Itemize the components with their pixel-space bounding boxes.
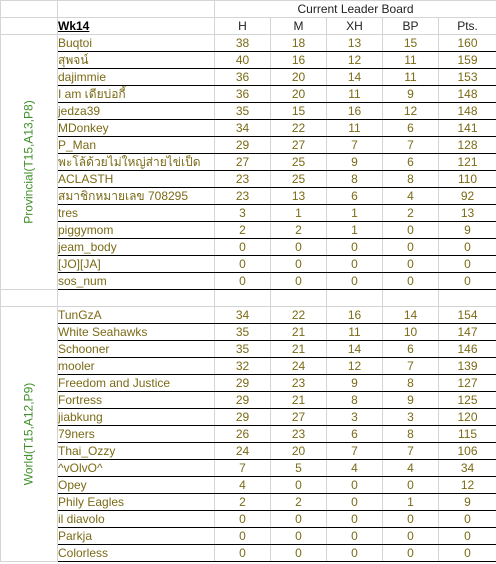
player-row [1, 171, 496, 188]
score-cell-m[interactable]: 2 [271, 222, 327, 239]
score-cell-m[interactable]: 22 [271, 307, 327, 324]
score-cell-xh[interactable]: 8 [327, 392, 383, 409]
player-row [1, 256, 496, 273]
score-cell-bp[interactable]: 11 [383, 52, 439, 69]
score-cell-xh[interactable]: 7 [327, 443, 383, 460]
player-row [1, 443, 496, 460]
score-cell-bp[interactable]: 7 [383, 443, 439, 460]
score-cell-bp[interactable]: 0 [383, 273, 439, 290]
cell-blank[interactable] [1, 1, 58, 18]
player-name-cell[interactable]: mooler [58, 358, 215, 375]
score-cell-h[interactable]: 7 [215, 460, 271, 477]
world-section-label: World(T15,A12,P9) [21, 382, 36, 486]
score-cell-pts[interactable]: 0 [439, 545, 496, 562]
score-cell-h[interactable]: 36 [215, 86, 271, 103]
score-cell-m[interactable]: 25 [271, 154, 327, 171]
score-cell-xh[interactable]: 16 [327, 307, 383, 324]
player-row [1, 375, 496, 392]
player-row [1, 239, 496, 256]
cell-blank[interactable] [1, 18, 58, 35]
score-cell-h[interactable]: 29 [215, 137, 271, 154]
player-row [1, 52, 496, 69]
player-row [1, 188, 496, 205]
score-cell-bp[interactable]: 4 [383, 460, 439, 477]
score-cell-h[interactable]: 35 [215, 103, 271, 120]
score-cell-xh[interactable]: 0 [327, 239, 383, 256]
score-cell-pts[interactable]: 0 [439, 256, 496, 273]
provincial-section-label: Provincial(T15,A13,P8) [21, 100, 36, 224]
score-cell-m[interactable]: 1 [271, 205, 327, 222]
score-cell-bp[interactable]: 0 [383, 256, 439, 273]
player-name-cell[interactable]: [JO][JA] [58, 256, 215, 273]
score-cell-h[interactable]: 0 [215, 256, 271, 273]
score-cell-h[interactable]: 0 [215, 511, 271, 528]
leaderboard-title: Current Leader Board [215, 1, 496, 18]
score-cell-xh[interactable]: 0 [327, 256, 383, 273]
player-name-cell[interactable]: dajimmie [58, 69, 215, 86]
score-cell-h[interactable]: 38 [215, 35, 271, 52]
score-cell-h[interactable]: 0 [215, 545, 271, 562]
score-cell-m[interactable]: 0 [271, 528, 327, 545]
score-cell-h[interactable]: 36 [215, 69, 271, 86]
score-cell-bp[interactable]: 0 [383, 528, 439, 545]
score-cell-pts[interactable]: 115 [439, 426, 496, 443]
score-cell-bp[interactable]: 0 [383, 545, 439, 562]
score-cell-m[interactable]: 16 [271, 52, 327, 69]
score-cell-h[interactable]: 27 [215, 154, 271, 171]
player-name-cell[interactable]: Thai_Ozzy [58, 443, 215, 460]
score-cell-xh[interactable]: 11 [327, 86, 383, 103]
score-cell-bp[interactable]: 14 [383, 307, 439, 324]
score-cell-m[interactable]: 15 [271, 103, 327, 120]
player-name-cell[interactable]: jedza39 [58, 103, 215, 120]
player-row [1, 35, 496, 52]
score-cell-xh[interactable]: 0 [327, 494, 383, 511]
score-cell-bp[interactable]: 1 [383, 494, 439, 511]
score-cell-xh[interactable]: 13 [327, 35, 383, 52]
score-cell-h[interactable]: 3 [215, 205, 271, 222]
player-row [1, 494, 496, 511]
score-cell-h[interactable]: 35 [215, 341, 271, 358]
player-name-cell[interactable]: ACLASTH [58, 171, 215, 188]
player-name-cell[interactable]: P_Man [58, 137, 215, 154]
player-row [1, 137, 496, 154]
score-cell-m[interactable]: 22 [271, 120, 327, 137]
player-row [1, 511, 496, 528]
title-row [1, 1, 496, 18]
score-cell-m[interactable]: 0 [271, 511, 327, 528]
score-cell-pts[interactable]: 9 [439, 222, 496, 239]
score-cell-h[interactable]: 34 [215, 120, 271, 137]
cell-blank[interactable] [215, 290, 271, 307]
score-cell-h[interactable]: 29 [215, 409, 271, 426]
player-name-cell[interactable]: ^vOlvO^ [58, 460, 215, 477]
score-cell-m[interactable]: 0 [271, 239, 327, 256]
score-cell-xh[interactable]: 16 [327, 103, 383, 120]
score-cell-m[interactable]: 24 [271, 358, 327, 375]
score-cell-bp[interactable]: 4 [383, 188, 439, 205]
player-name-cell[interactable]: I am เดียบ่อกี้ [58, 86, 215, 103]
player-row [1, 545, 496, 562]
player-row [1, 528, 496, 545]
player-row [1, 392, 496, 409]
score-cell-m[interactable]: 13 [271, 188, 327, 205]
score-cell-xh[interactable]: 14 [327, 69, 383, 86]
score-cell-pts[interactable]: 0 [439, 239, 496, 256]
score-cell-bp[interactable]: 10 [383, 324, 439, 341]
score-cell-m[interactable]: 25 [271, 171, 327, 188]
score-cell-pts[interactable]: 146 [439, 341, 496, 358]
player-name-cell[interactable]: Fortress [58, 392, 215, 409]
score-cell-bp[interactable]: 9 [383, 392, 439, 409]
score-cell-bp[interactable]: 12 [383, 103, 439, 120]
score-cell-pts[interactable]: 92 [439, 188, 496, 205]
score-cell-xh[interactable]: 14 [327, 341, 383, 358]
player-row [1, 103, 496, 120]
player-row [1, 154, 496, 171]
player-name-cell[interactable]: Colorless [58, 545, 215, 562]
score-cell-xh[interactable]: 0 [327, 545, 383, 562]
score-cell-m[interactable]: 20 [271, 69, 327, 86]
score-cell-pts[interactable]: 9 [439, 494, 496, 511]
score-cell-pts[interactable]: 120 [439, 409, 496, 426]
world-section-label-cell[interactable] [1, 307, 58, 562]
player-row [1, 324, 496, 341]
score-cell-h[interactable]: 29 [215, 375, 271, 392]
score-cell-h[interactable]: 24 [215, 443, 271, 460]
player-row [1, 205, 496, 222]
player-name-cell[interactable]: พะโล้ด้วยไม่ใหญ่ส่ายไข่เป็ด [58, 154, 215, 171]
player-row [1, 426, 496, 443]
score-cell-bp[interactable]: 0 [383, 222, 439, 239]
player-name-cell[interactable]: Schooner [58, 341, 215, 358]
score-cell-xh[interactable]: 0 [327, 273, 383, 290]
player-row [1, 120, 496, 137]
score-cell-xh[interactable]: 1 [327, 205, 383, 222]
player-row [1, 86, 496, 103]
player-row [1, 222, 496, 239]
col-header-h: H [215, 18, 271, 35]
score-cell-m[interactable]: 0 [271, 477, 327, 494]
score-cell-m[interactable]: 2 [271, 494, 327, 511]
score-cell-xh[interactable]: 0 [327, 477, 383, 494]
score-cell-xh[interactable]: 0 [327, 511, 383, 528]
score-cell-h[interactable]: 4 [215, 477, 271, 494]
player-name-cell[interactable]: Phily Eagles [58, 494, 215, 511]
score-cell-xh[interactable]: 9 [327, 375, 383, 392]
score-cell-pts[interactable]: 128 [439, 137, 496, 154]
score-cell-pts[interactable]: 125 [439, 392, 496, 409]
score-cell-pts[interactable]: 12 [439, 477, 496, 494]
score-cell-pts[interactable]: 148 [439, 103, 496, 120]
player-row [1, 460, 496, 477]
score-cell-xh[interactable]: 8 [327, 171, 383, 188]
score-cell-bp[interactable]: 0 [383, 511, 439, 528]
cell-blank[interactable] [327, 290, 383, 307]
score-cell-bp[interactable]: 3 [383, 409, 439, 426]
score-cell-h[interactable]: 0 [215, 528, 271, 545]
player-row [1, 358, 496, 375]
cell-blank[interactable] [1, 290, 58, 307]
score-cell-xh[interactable]: 11 [327, 120, 383, 137]
score-cell-bp[interactable]: 0 [383, 239, 439, 256]
cell-blank[interactable] [58, 290, 215, 307]
score-cell-bp[interactable]: 0 [383, 477, 439, 494]
player-name-cell[interactable]: jeam_body [58, 239, 215, 256]
score-cell-m[interactable]: 27 [271, 137, 327, 154]
score-cell-pts[interactable]: 110 [439, 171, 496, 188]
spacer-row [1, 290, 496, 307]
cell-blank[interactable] [271, 290, 327, 307]
cell-blank[interactable] [58, 1, 215, 18]
score-cell-pts[interactable]: 148 [439, 86, 496, 103]
header-row [1, 18, 496, 35]
cell-blank[interactable] [383, 290, 439, 307]
player-name-cell[interactable]: White Seahawks [58, 324, 215, 341]
score-cell-m[interactable]: 0 [271, 273, 327, 290]
score-cell-xh[interactable]: 1 [327, 222, 383, 239]
player-name-cell[interactable]: sos_num [58, 273, 215, 290]
score-cell-bp[interactable]: 8 [383, 375, 439, 392]
provincial-section-label-cell[interactable] [1, 35, 58, 290]
player-name-cell[interactable]: Parkja [58, 528, 215, 545]
player-name-cell[interactable]: MDonkey [58, 120, 215, 137]
score-cell-xh[interactable]: 0 [327, 528, 383, 545]
score-cell-m[interactable]: 20 [271, 443, 327, 460]
score-cell-xh[interactable]: 9 [327, 154, 383, 171]
score-cell-m[interactable]: 0 [271, 256, 327, 273]
score-cell-bp[interactable]: 6 [383, 154, 439, 171]
score-cell-bp[interactable]: 8 [383, 426, 439, 443]
player-name-cell[interactable]: Opey [58, 477, 215, 494]
score-cell-h[interactable]: 29 [215, 392, 271, 409]
score-cell-bp[interactable]: 7 [383, 358, 439, 375]
score-cell-h[interactable]: 2 [215, 494, 271, 511]
player-row [1, 477, 496, 494]
score-cell-m[interactable]: 21 [271, 392, 327, 409]
score-cell-pts[interactable]: 0 [439, 511, 496, 528]
score-cell-h[interactable]: 0 [215, 239, 271, 256]
score-cell-bp[interactable]: 11 [383, 69, 439, 86]
score-cell-pts[interactable]: 153 [439, 69, 496, 86]
score-cell-pts[interactable]: 160 [439, 35, 496, 52]
score-cell-pts[interactable]: 0 [439, 273, 496, 290]
score-cell-xh[interactable]: 6 [327, 426, 383, 443]
score-cell-h[interactable]: 34 [215, 307, 271, 324]
cell-blank[interactable] [439, 290, 496, 307]
player-name-cell[interactable]: 79ners [58, 426, 215, 443]
player-name-cell[interactable]: il diavolo [58, 511, 215, 528]
player-row [1, 409, 496, 426]
player-name-cell[interactable]: สุพจน์ [58, 52, 215, 69]
score-cell-pts[interactable]: 106 [439, 443, 496, 460]
score-cell-pts[interactable]: 13 [439, 205, 496, 222]
score-cell-pts[interactable]: 34 [439, 460, 496, 477]
score-cell-bp[interactable]: 6 [383, 120, 439, 137]
score-cell-pts[interactable]: 139 [439, 358, 496, 375]
col-header-bp: BP [383, 18, 439, 35]
score-cell-bp[interactable]: 15 [383, 35, 439, 52]
score-cell-pts[interactable]: 121 [439, 154, 496, 171]
score-cell-pts[interactable]: 159 [439, 52, 496, 69]
score-cell-h[interactable]: 40 [215, 52, 271, 69]
player-row [1, 273, 496, 290]
player-row [1, 341, 496, 358]
score-cell-pts[interactable]: 147 [439, 324, 496, 341]
score-cell-xh[interactable]: 11 [327, 324, 383, 341]
score-cell-xh[interactable]: 4 [327, 460, 383, 477]
score-cell-bp[interactable]: 6 [383, 341, 439, 358]
week-label: Wk14 [58, 18, 215, 35]
player-name-cell[interactable]: TunGzA [58, 307, 215, 324]
score-cell-h[interactable]: 23 [215, 171, 271, 188]
score-cell-xh[interactable]: 6 [327, 188, 383, 205]
score-cell-bp[interactable]: 7 [383, 137, 439, 154]
score-cell-m[interactable]: 21 [271, 341, 327, 358]
score-cell-m[interactable]: 5 [271, 460, 327, 477]
score-cell-bp[interactable]: 2 [383, 205, 439, 222]
col-header-m: M [271, 18, 327, 35]
player-name-cell[interactable]: jiabkung [58, 409, 215, 426]
score-cell-xh[interactable]: 12 [327, 358, 383, 375]
player-name-cell[interactable]: piggymom [58, 222, 215, 239]
player-name-cell[interactable]: Buqtoi [58, 35, 215, 52]
score-cell-xh[interactable]: 12 [327, 52, 383, 69]
score-cell-m[interactable]: 27 [271, 409, 327, 426]
score-cell-h[interactable]: 23 [215, 188, 271, 205]
score-cell-pts[interactable]: 127 [439, 375, 496, 392]
score-cell-m[interactable]: 0 [271, 545, 327, 562]
score-cell-m[interactable]: 20 [271, 86, 327, 103]
score-cell-pts[interactable]: 154 [439, 307, 496, 324]
score-cell-bp[interactable]: 9 [383, 86, 439, 103]
score-cell-h[interactable]: 2 [215, 222, 271, 239]
player-name-cell[interactable]: สมาชิกหมายเลข 708295 [58, 188, 215, 205]
score-cell-pts[interactable]: 141 [439, 120, 496, 137]
score-cell-m[interactable]: 23 [271, 426, 327, 443]
score-cell-h[interactable]: 0 [215, 273, 271, 290]
score-cell-m[interactable]: 18 [271, 35, 327, 52]
score-cell-xh[interactable]: 7 [327, 137, 383, 154]
score-cell-bp[interactable]: 8 [383, 171, 439, 188]
player-row [1, 69, 496, 86]
score-cell-m[interactable]: 23 [271, 375, 327, 392]
score-cell-pts[interactable]: 0 [439, 528, 496, 545]
player-name-cell[interactable]: Freedom and Justice [58, 375, 215, 392]
col-header-xh: XH [327, 18, 383, 35]
score-cell-xh[interactable]: 3 [327, 409, 383, 426]
score-cell-h[interactable]: 35 [215, 324, 271, 341]
player-name-cell[interactable]: tres [58, 205, 215, 222]
player-row [1, 307, 496, 324]
score-cell-m[interactable]: 21 [271, 324, 327, 341]
score-cell-h[interactable]: 32 [215, 358, 271, 375]
score-cell-h[interactable]: 26 [215, 426, 271, 443]
col-header-pts: Pts. [439, 18, 496, 35]
